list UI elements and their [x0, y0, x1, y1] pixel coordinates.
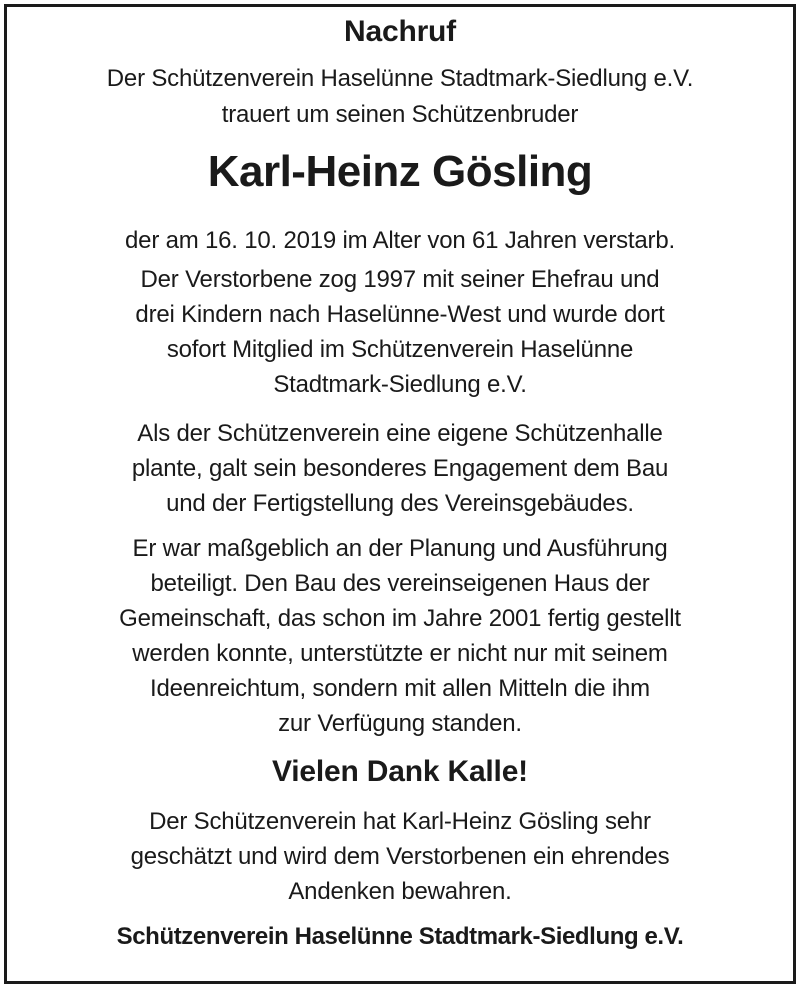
- paragraph-1-line-1: Der Verstorbene zog 1997 mit seiner Ehefrau und: [140, 266, 660, 293]
- paragraph-2-line-3: und der Fertigstellung des Vereinsgebäudes.: [166, 490, 634, 517]
- club-signature: Schützenverein Haselünne Stadtmark-Siedlung e.V.: [116, 923, 684, 950]
- paragraph-3-line-1: Er war maßgeblich an der Planung und Ausführung: [132, 535, 668, 562]
- paragraph-4-line-2: geschätzt und wird dem Verstorbenen ein ehrendes: [130, 843, 670, 870]
- paragraph-3-line-3: Gemeinschaft, das schon im Jahre 2001 fertig gestellt: [119, 605, 681, 632]
- intro-line-2: trauert um seinen Schützenbruder: [221, 101, 579, 128]
- obituary-notice: [4, 4, 796, 984]
- paragraph-1-line-4: Stadtmark-Siedlung e.V.: [273, 371, 527, 398]
- paragraph-1-line-3: sofort Mitglied im Schützenverein Haselünne: [166, 336, 634, 363]
- paragraph-2-line-2: plante, galt sein besonderes Engagement dem Bau: [131, 455, 669, 482]
- paragraph-4-line-3: Andenken bewahren.: [288, 878, 512, 905]
- death-date-line: der am 16. 10. 2019 im Alter von 61 Jahren verstarb.: [125, 227, 675, 254]
- paragraph-3-line-2: beteiligt. Den Bau des vereinseigenen Haus der: [150, 570, 650, 597]
- paragraph-2-line-1: Als der Schützenverein eine eigene Schützenhalle: [137, 420, 663, 447]
- paragraph-3-line-5: Ideenreichtum, sondern mit allen Mitteln die ihm: [150, 675, 650, 702]
- paragraph-3-line-6: zur Verfügung standen.: [278, 710, 522, 737]
- paragraph-4-line-1: Der Schützenverein hat Karl-Heinz Gösling sehr: [149, 808, 651, 835]
- thanks-heading: Vielen Dank Kalle!: [272, 755, 528, 788]
- paragraph-3-line-4: werden konnte, unterstützte er nicht nur mit seinem: [132, 640, 668, 667]
- paragraph-1-line-2: drei Kindern nach Haselünne-West und wurde dort: [135, 301, 665, 328]
- intro-line-1: Der Schützenverein Haselünne Stadtmark-Siedlung e.V.: [106, 65, 694, 92]
- deceased-name: Karl-Heinz Gösling: [207, 147, 593, 196]
- notice-title: Nachruf: [344, 15, 456, 48]
